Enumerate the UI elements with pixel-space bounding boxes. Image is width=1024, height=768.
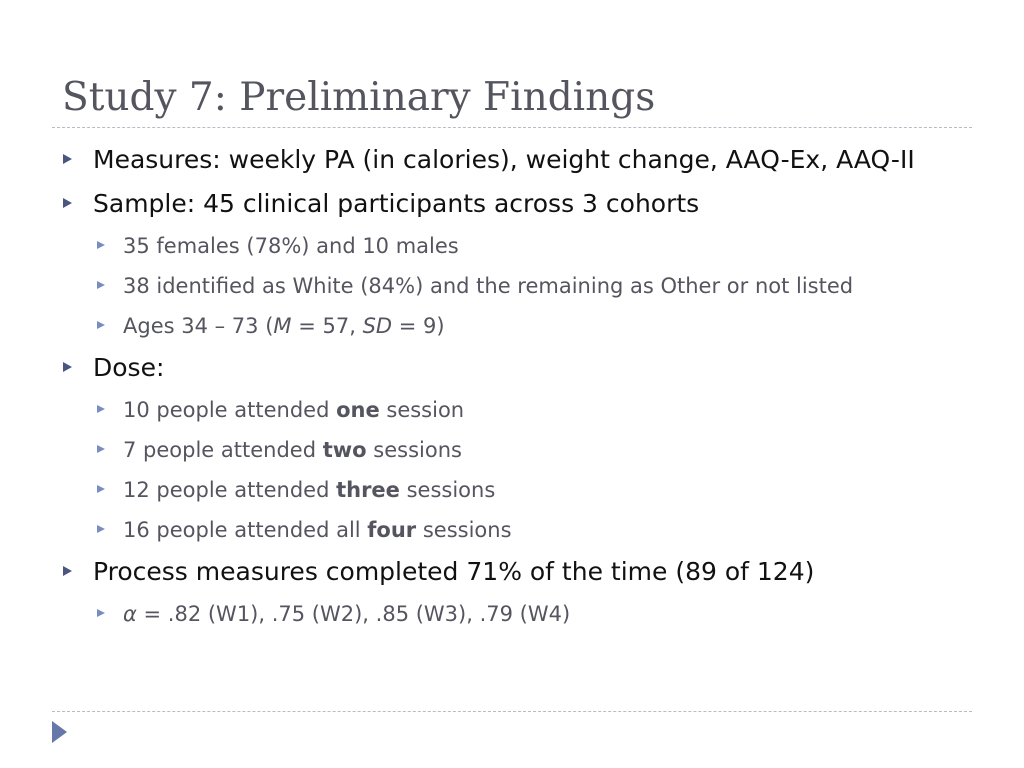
dose-prefix: 12 people attended <box>123 478 337 502</box>
sub-bullet-marker-icon <box>97 485 105 493</box>
dose-suffix: sessions <box>366 438 462 462</box>
dose-count: four <box>367 518 417 542</box>
sub-bullet-marker-icon <box>97 321 105 329</box>
sub-bullet-race <box>62 270 962 302</box>
sub-bullet-marker-icon <box>97 241 105 249</box>
dose-count: one <box>336 398 380 422</box>
sub-bullet-marker-icon <box>97 405 105 413</box>
sub-bullet-text: 35 females (78%) and 10 males <box>123 234 459 258</box>
dose-suffix: sessions <box>399 478 496 502</box>
bullet-marker-icon <box>63 362 72 372</box>
bullet-list <box>62 142 962 636</box>
sub-bullet-dose-three <box>62 474 962 506</box>
bullet-marker-icon <box>63 154 72 164</box>
alpha-symbol: α <box>123 602 137 626</box>
sub-bullet-dose-two <box>62 434 962 466</box>
bullet-text: Process measures completed 71% of the time (89 of 124) <box>93 557 815 586</box>
bullet-marker-icon <box>63 566 72 576</box>
play-arrow-icon[interactable] <box>52 721 67 743</box>
dose-prefix: 10 people attended <box>123 398 337 422</box>
bullet-measures <box>62 142 962 178</box>
sub-bullet-alpha <box>62 598 962 630</box>
bullet-sample <box>62 186 962 222</box>
ages-sd-label: SD <box>362 314 393 338</box>
footer-divider <box>52 711 972 712</box>
sub-bullet-ages <box>62 310 962 342</box>
bullet-process-measures <box>62 554 962 590</box>
sub-bullet-marker-icon <box>97 281 105 289</box>
ages-mean-value: = 57, <box>291 314 363 338</box>
sub-bullet-text: 38 identified as White (84%) and the remaining as Other or not listed <box>123 274 854 298</box>
sub-bullet-marker-icon <box>97 445 105 453</box>
sub-bullet-dose-one <box>62 394 962 426</box>
ages-sd-value: = 9) <box>392 314 445 338</box>
title-divider <box>52 127 972 128</box>
dose-suffix: sessions <box>416 518 512 542</box>
alpha-values: = .82 (W1), .75 (W2), .85 (W3), .79 (W4) <box>136 602 571 626</box>
sub-bullet-females <box>62 230 962 262</box>
bullet-text: Sample: 45 clinical participants across 3 cohorts <box>93 189 700 218</box>
slide-title: Study 7: Preliminary Findings <box>62 75 656 120</box>
dose-count: two <box>322 438 367 462</box>
dose-prefix: 7 people attended <box>123 438 323 462</box>
ages-prefix: Ages 34 – 73 ( <box>123 314 274 338</box>
sub-bullet-dose-four <box>62 514 962 546</box>
bullet-text: Measures: weekly PA (in calories), weight change, AAQ-Ex, AAQ-II <box>93 145 915 174</box>
bullet-marker-icon <box>63 198 72 208</box>
dose-count: three <box>336 478 400 502</box>
sub-bullet-marker-icon <box>97 609 105 617</box>
dose-prefix: 16 people attended all <box>123 518 368 542</box>
bullet-dose <box>62 350 962 386</box>
bullet-text: Dose: <box>93 353 165 382</box>
sub-bullet-marker-icon <box>97 525 105 533</box>
dose-suffix: session <box>379 398 465 422</box>
ages-mean-label: M <box>273 314 292 338</box>
